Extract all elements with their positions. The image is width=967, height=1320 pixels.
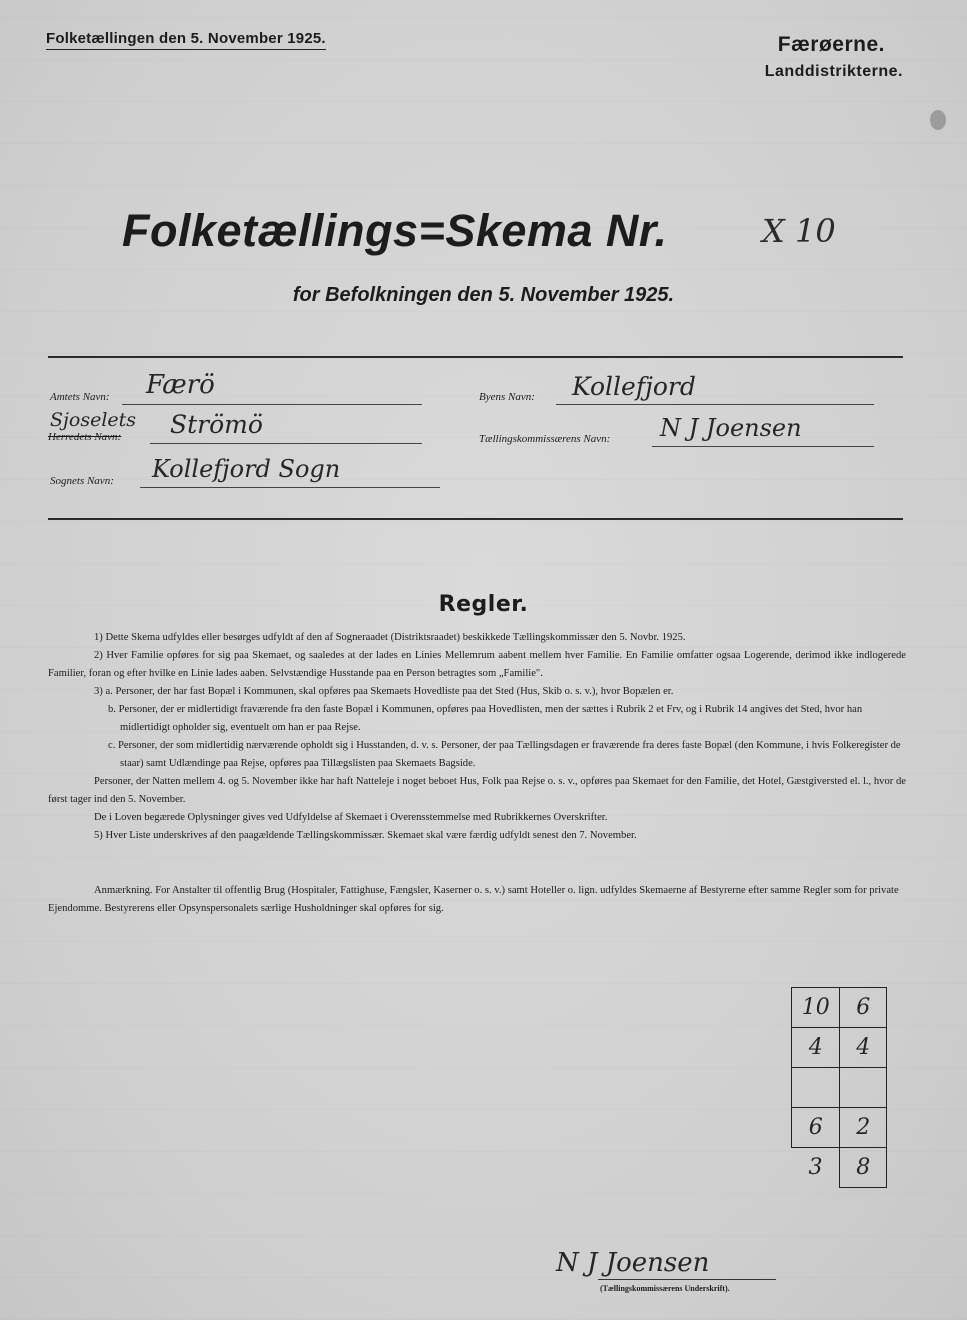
tally-cell[interactable]: 4 [792, 1028, 840, 1068]
tally-cell[interactable] [840, 1068, 887, 1108]
tally-row [792, 1108, 887, 1148]
tally-cell[interactable]: 2 [840, 1108, 887, 1148]
tally-row [792, 1068, 887, 1108]
rule-4: Personer, der Natten mellem 4. og 5. November ikke har haft Natteleje i noget beboet Hus, Folk paa Rejse o. s. v., opføres paa Skemaet for den Familie, det Hotel, Gæstgiversted el. l., hvor de først tager ind den 5. November. [48, 776, 906, 805]
rule-3c: c. Personer, der som midlertidig nærværende opholdt sig i Husstanden, d. v. s. Personer, der paa Tællingsdagen er fraværende fra deres faste Bopæl (den Kommune, i hvis Folkeregister de staar) samt Udlændinge paa Rejse, opføres paa Tillægslisten paa Skemaets Bagside. [108, 740, 901, 769]
sogn-underline [140, 487, 440, 488]
herred-underline [150, 443, 422, 444]
form-subtitle: for Befolkningen den 5. November 1925. [292, 284, 675, 306]
tally-row [792, 988, 887, 1028]
tally-cell[interactable]: 10 [792, 988, 840, 1028]
rule-5: 5) Hver Liste underskrives af den paagældende Tællingskommissær. Skemaet skal være færdig udfyldt senest den 7. November. [94, 830, 637, 841]
rule-2: 2) Hver Familie opføres for sig paa Skemaet, og saaledes at der lades en Linies Mellemrum aabent mellem hver Familie. En Familie omfatter ogsaa Logerende, derimod ikke indlogerede Familier, foran og efter hvilke en Linie lades aaben. Selvstændige Husstande paa en Person betragtes som „Familie". [48, 650, 906, 679]
kommissaer-underline [652, 446, 874, 447]
tally-cell[interactable]: 6 [840, 988, 887, 1028]
ink-blot [930, 110, 946, 130]
sogn-label: Sognets Navn: [50, 475, 114, 487]
tally-cell[interactable]: 8 [840, 1148, 887, 1188]
top-divider [48, 356, 903, 358]
bottom-divider [48, 518, 903, 520]
rule-3b: b. Personer, der er midlertidigt fraværende fra den faste Bopæl i Kommunen, opføres paa Hovedlisten, men der sættes i Rubrik 2 et Frv, og i Rubrik 14 angives det Sted, hvor han midlertidigt opholder sig, eventuelt om han er paa Rejse. [108, 704, 863, 733]
tally-row [792, 1028, 887, 1068]
herred-value[interactable]: Strömö [170, 410, 263, 439]
signature-line [598, 1279, 776, 1280]
form-number-handwritten: X 10 [762, 212, 836, 250]
signature-caption: (Tællingskommissærens Underskrift). [600, 1284, 730, 1293]
herred-label: Herredets Navn: [48, 431, 122, 443]
tally-cell[interactable]: 3 [792, 1148, 840, 1188]
by-value[interactable]: Kollefjord [572, 372, 696, 401]
region-header: Færøerne. [777, 33, 885, 56]
amt-underline [122, 404, 422, 405]
herred-handwritten-label: Sjoselets [50, 409, 137, 431]
census-date-header: Folketællingen den 5. November 1925. [46, 30, 326, 50]
rules-list [48, 629, 906, 845]
rule-1: 1) Dette Skema udfyldes eller besørges udfyldt af den af Sogneraadet (Distriktsraadet) beskikkede Tællingskommissær den 5. Novbr. 1925. [94, 632, 686, 643]
tally-cell[interactable] [792, 1068, 840, 1108]
kommissaer-value[interactable]: N J Joensen [660, 414, 802, 442]
tally-cell[interactable]: 4 [840, 1028, 887, 1068]
amt-label: Amtets Navn: [50, 391, 110, 403]
amt-value[interactable]: Færö [146, 370, 215, 400]
sogn-value[interactable]: Kollefjord Sogn [152, 455, 341, 483]
district-header: Landdistrikterne. [764, 63, 903, 80]
by-underline [556, 404, 874, 405]
by-label: Byens Navn: [479, 391, 535, 403]
tally-cell[interactable]: 6 [792, 1108, 840, 1148]
kommissaer-label: Tællingskommissærens Navn: [479, 433, 611, 445]
rule-3a: 3) a. Personer, der har fast Bopæl i Kommunen, skal opføres paa Skemaets Hovedliste paa det Sted (Hus, Skib o. s. v.), hvor Bopælen er. [94, 686, 674, 697]
rules-note: Anmærkning. For Anstalter til offentlig Brug (Hospitaler, Fattighuse, Fængsler, Kaserner o. s. v.) samt Hoteller o. lign. udfyldes Skemaerne af Bestyrerne efter samme Regler som for private Ejendomme. Bestyrerens eller Opsynspersonalets særlige Husholdninger skal opføres for sig. [48, 885, 899, 914]
rule-4b: De i Loven begærede Oplysninger gives ved Udfyldelse af Skemaet i Overensstemmelse med Rubrikkernes Overskrifter. [94, 812, 608, 823]
tally-box [791, 987, 887, 1188]
rules-heading: Regler. [438, 592, 529, 617]
form-title: Folketællings=Skema Nr. [122, 205, 668, 256]
tally-row [792, 1148, 887, 1188]
signature-handwritten[interactable]: N J Joensen [556, 1248, 710, 1278]
